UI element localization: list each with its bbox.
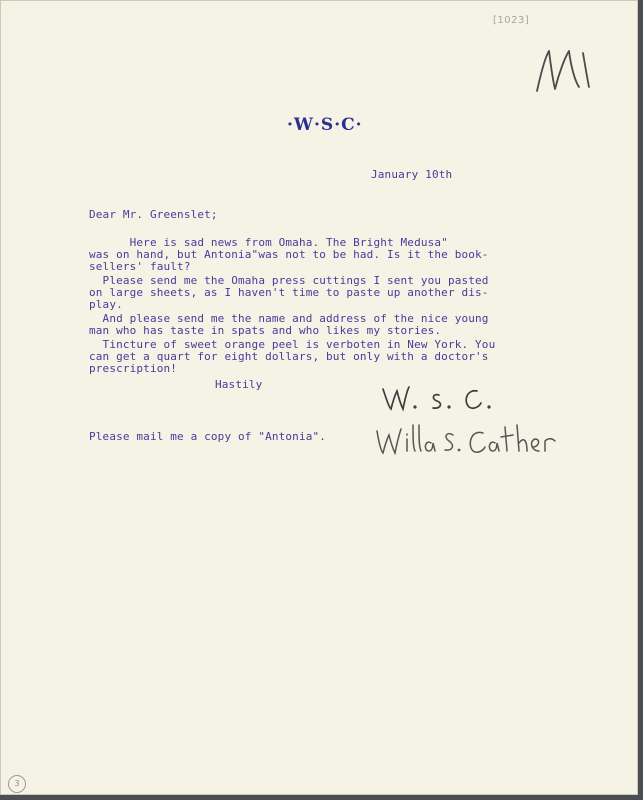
body-line: Please send me the Omaha press cuttings I sent you pasted bbox=[89, 274, 489, 287]
handwritten-initials bbox=[379, 381, 509, 415]
archive-number: [1023] bbox=[493, 15, 530, 26]
body-line: on large sheets, as I haven't time to paste up another dis- bbox=[89, 286, 489, 299]
scan-edge-bottom bbox=[0, 795, 643, 800]
letter-date: January 10th bbox=[371, 168, 453, 181]
corner-mark: 3 bbox=[8, 775, 26, 793]
body-line: man who has taste in spats and who likes my stories. bbox=[89, 324, 442, 337]
scan-edge-right bbox=[638, 0, 643, 800]
body-line: was on hand, but Antonia"was not to be had. Is it the book- bbox=[89, 248, 489, 261]
body-line: can get a quart for eight dollars, but only with a doctor's bbox=[89, 350, 489, 363]
body-line: Here is sad news from Omaha. The Bright Medusa" bbox=[89, 236, 448, 249]
letterhead-monogram: ·W·S·C· bbox=[287, 115, 363, 135]
salutation: Dear Mr. Greenslet; bbox=[89, 208, 218, 221]
body-line: prescription! bbox=[89, 362, 178, 375]
body-line: Tincture of sweet orange peel is verboten in New York. You bbox=[89, 338, 496, 351]
body-line: play. bbox=[89, 298, 123, 311]
body-line: And please send me the name and address of the nice young bbox=[89, 312, 489, 325]
postscript: Please mail me a copy of "Antonia". bbox=[89, 430, 327, 443]
margin-mark-handwriting bbox=[531, 43, 603, 99]
handwritten-signature bbox=[373, 421, 573, 461]
closing: Hastily bbox=[215, 378, 263, 391]
body-line: sellers' fault? bbox=[89, 260, 191, 273]
